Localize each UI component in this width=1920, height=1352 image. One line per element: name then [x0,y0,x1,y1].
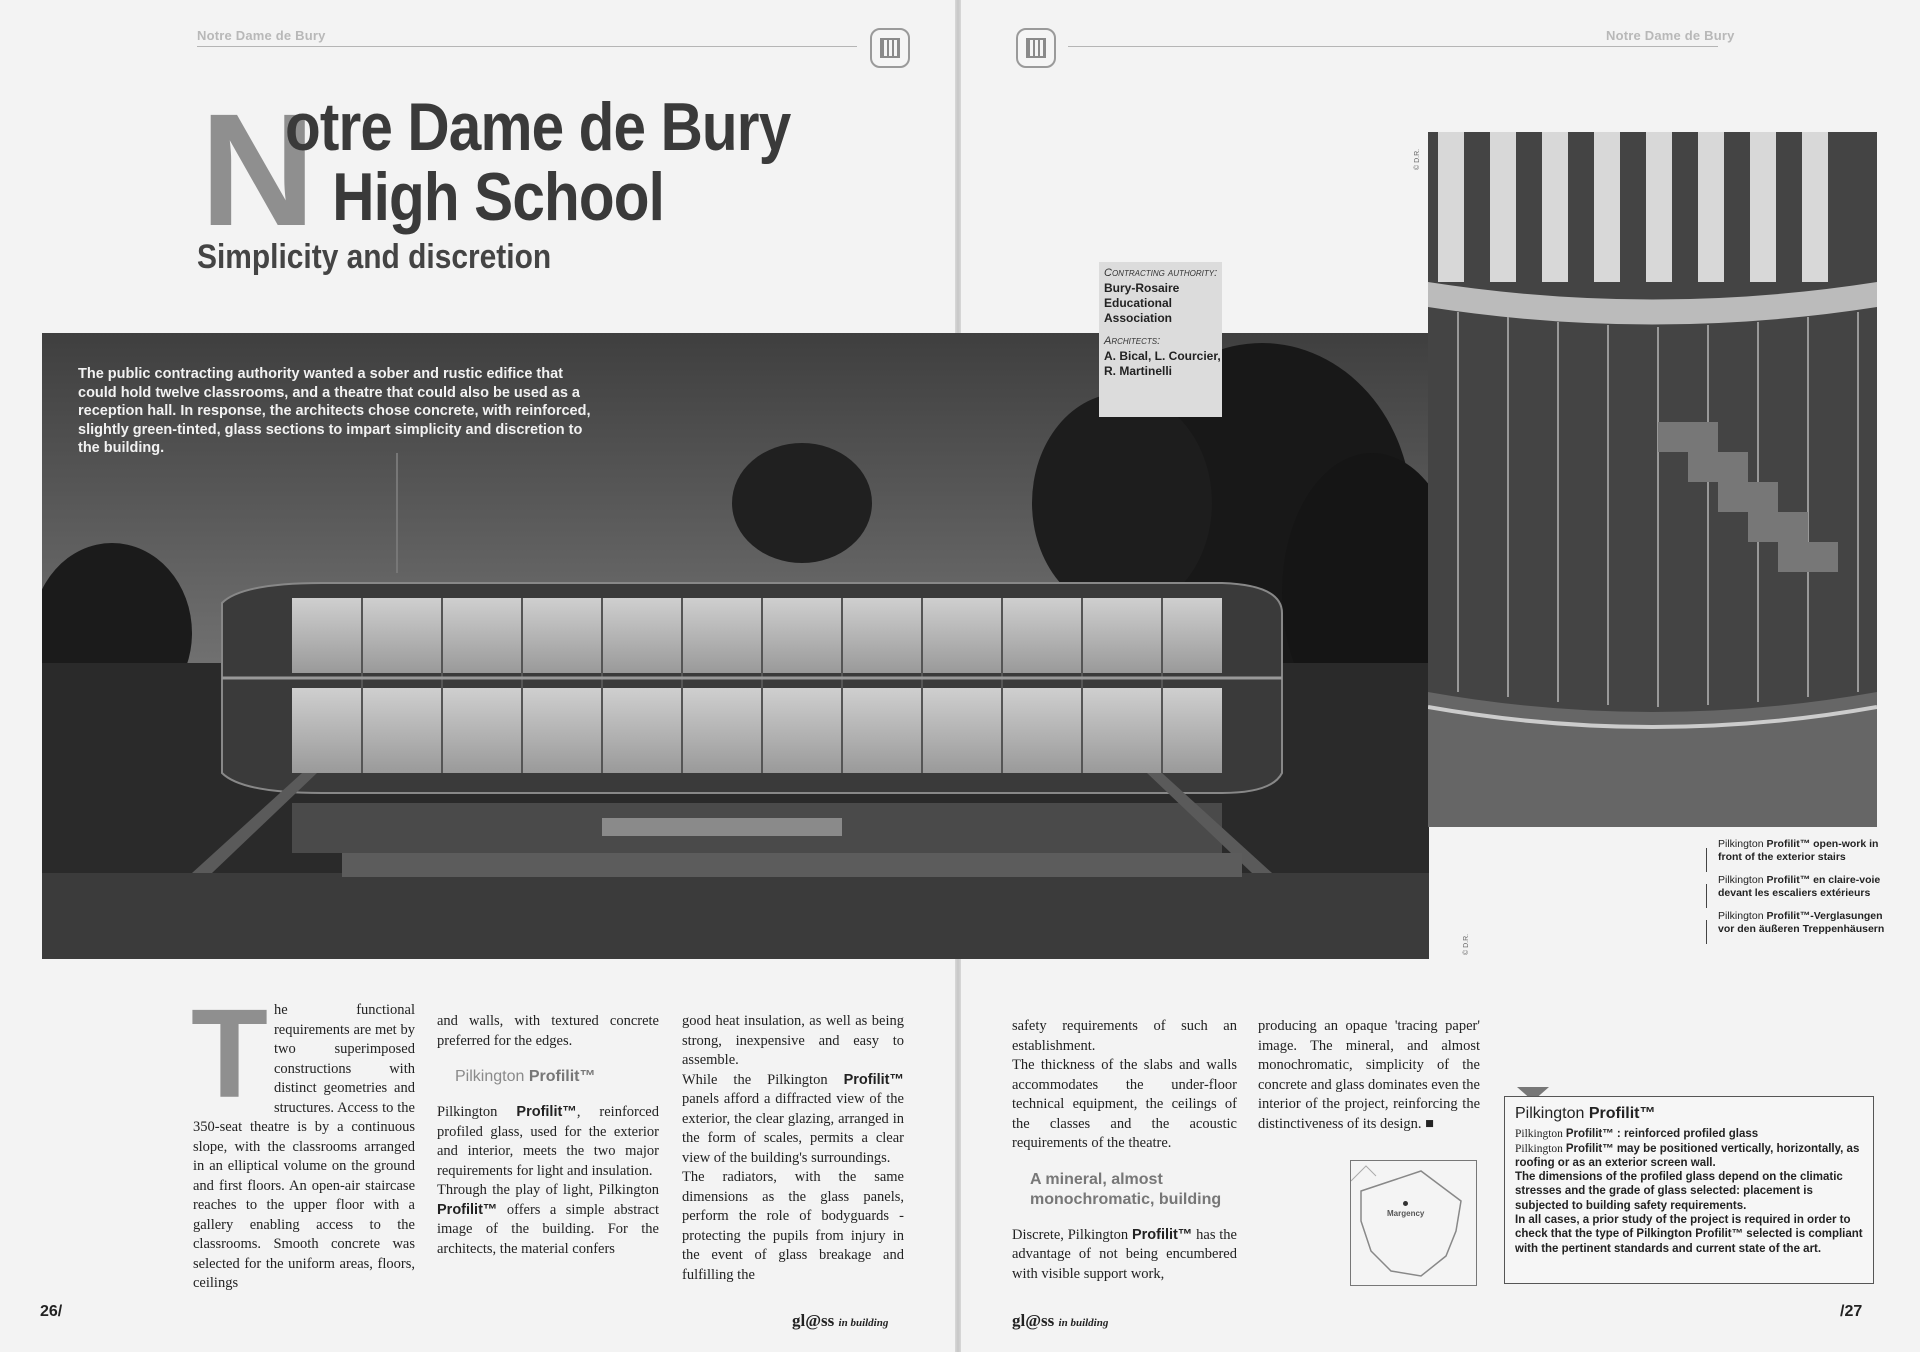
caption-french: Pilkington Profilit™ en claire-voie devant les escaliers extérieurs [1712,874,1892,900]
running-title-right: Notre Dame de Bury [1606,28,1735,43]
header-rule-left [197,46,857,47]
page-title [285,89,791,235]
magazine-logo-icon-right [1016,28,1056,68]
body-col4-para-a: safety requirements of such an establishment. [1012,1018,1237,1054]
photo-credit-bottom: © D.R. [1463,933,1470,955]
header-rule-right [1068,46,1718,47]
title-line-2: High School [332,159,664,235]
body-col1-text: he functional requirements are met by two superimposed constructions with distinct geometries and structures. Access to the 350-seat theatre is by a continuous slope, with the classrooms arranged in an elliptical volume on the ground and first floors. An open-air staircase reaches to the upper floor with a gallery enabling access to the classrooms. Smooth concrete was selected for the uniform areas, floors, ceilings [193,1002,415,1291]
body-col4-para-b: The thickness of the slabs and walls accommodates the under-floor technical equipment, the ceilings of the classes and the acoustic requirements of the theatre. [1012,1057,1237,1151]
location-dot-icon [1403,1201,1408,1206]
running-title-left: Notre Dame de Bury [197,28,326,43]
page-subtitle: Simplicity and discretion [197,238,552,276]
lede-paragraph: The public contracting authority wanted a sober and rustic edifice that could hold twelve classrooms, and a theatre that could also be used as a reception hall. In response, the architects chose concrete, with reinforced, slightly green-tinted, glass sections to impart simplicity and discretion to the building. [78,366,591,456]
facade-illustration [1428,132,1877,827]
map-label: Margency [1387,1209,1425,1218]
body-col3-para-b: While the Pilkington Profilit™ panels afford a diffracted view of the exterior, the clear glazing, arranged in the form of scales, permits a clear view of the building's surroundings. [682,1071,904,1166]
body-column-4 [1012,1017,1237,1284]
product-info-box [1504,1096,1874,1284]
france-map-illustration [1351,1161,1476,1285]
body-column-1 [191,983,415,1294]
magazine-name-left: gl@ss in building [792,1311,889,1330]
infobox-title: Pilkington Profilit™ [1515,1105,1656,1122]
subhead-mineral-building: A mineral, almost monochromatic, building [1030,1170,1222,1208]
folio-left: 26/ [40,1303,63,1320]
architects-value: A. Bical, L. Courcier, R. Martinelli [1104,349,1221,378]
body-col3-para-c: The radiators, with the same dimensions as the glass panels, perform the role of bodyguards - protecting the pupils from injury in the event of glass breakage and fulfilling the [682,1169,904,1283]
body-col2-para-b: Pilkington Profilit™, reinforced profiled glass, used for the exterior and interior, meets the two major requirements for light and insulation. [437,1104,659,1179]
infobox-line-3: The dimensions of the profiled glass depend on the climatic stresses and the grade of glass selected: placement is subjected to building safety requirements. [1515,1171,1843,1212]
folio-right: /27 [1840,1303,1863,1320]
credits-box [1099,262,1222,417]
body-col5-text: producing an opaque 'tracing paper' image. The mineral, and almost monochromatic, simplicity of the concrete and glass dominates even the interior of the project, reinforcing the distinctiveness of its design. ■ [1258,1018,1480,1132]
infobox-line-1: Pilkington Profilit™ : reinforced profiled glass [1515,1128,1759,1141]
body-column-3 [682,1012,904,1285]
magazine-name-right: gl@ss in building [1012,1311,1109,1330]
glass-facade-photo [1428,132,1877,827]
caption-english: Pilkington Profilit™ open-work in front of the exterior stairs [1712,838,1892,864]
body-col2-para-a: and walls, with textured concrete preferred for the edges. [437,1013,659,1049]
body-col3-para-a: good heat insulation, as well as being strong, inexpensive and easy to assemble. [682,1013,904,1068]
magazine-logo-icon-left [870,28,910,68]
body-col4-para-c: Discrete, Pilkington Profilit™ has the advantage of not being encumbered with visible support work, [1012,1226,1237,1282]
photo-captions [1712,838,1892,946]
infobox-line-4: In all cases, a prior study of the project is required in order to check that the type of Pilkington Profilit™ selected is compliant with the pertinent standards and current state of the art. [1515,1214,1863,1255]
authority-label: Contracting authority: [1104,267,1218,279]
subhead-pilkington-profilit: Pilkington Profilit™ [455,1068,596,1085]
photo-credit-top: © D.R. [1414,148,1421,170]
title-line-1: otre Dame de Bury [285,89,791,165]
title-drop-letter: N [200,80,316,259]
location-map [1350,1160,1477,1286]
infobox-line-2: Pilkington Profilit™ may be positioned vertically, horizontally, as roofing or as an exterior screen wall. [1515,1142,1860,1169]
body-column-5 [1258,1017,1480,1134]
body-drop-cap: T [191,983,268,1124]
architects-label: Architects: [1104,335,1161,347]
caption-german: Pilkington Profilit™-Verglasungen vor den äußeren Treppenhäusern [1712,910,1892,936]
authority-value: Bury-Rosaire Educational Association [1104,281,1180,325]
body-column-2 [437,1012,659,1259]
body-col2-para-c: Through the play of light, Pilkington Profilit™ offers a simple abstract image of the building. For the architects, the material confers [437,1182,659,1257]
